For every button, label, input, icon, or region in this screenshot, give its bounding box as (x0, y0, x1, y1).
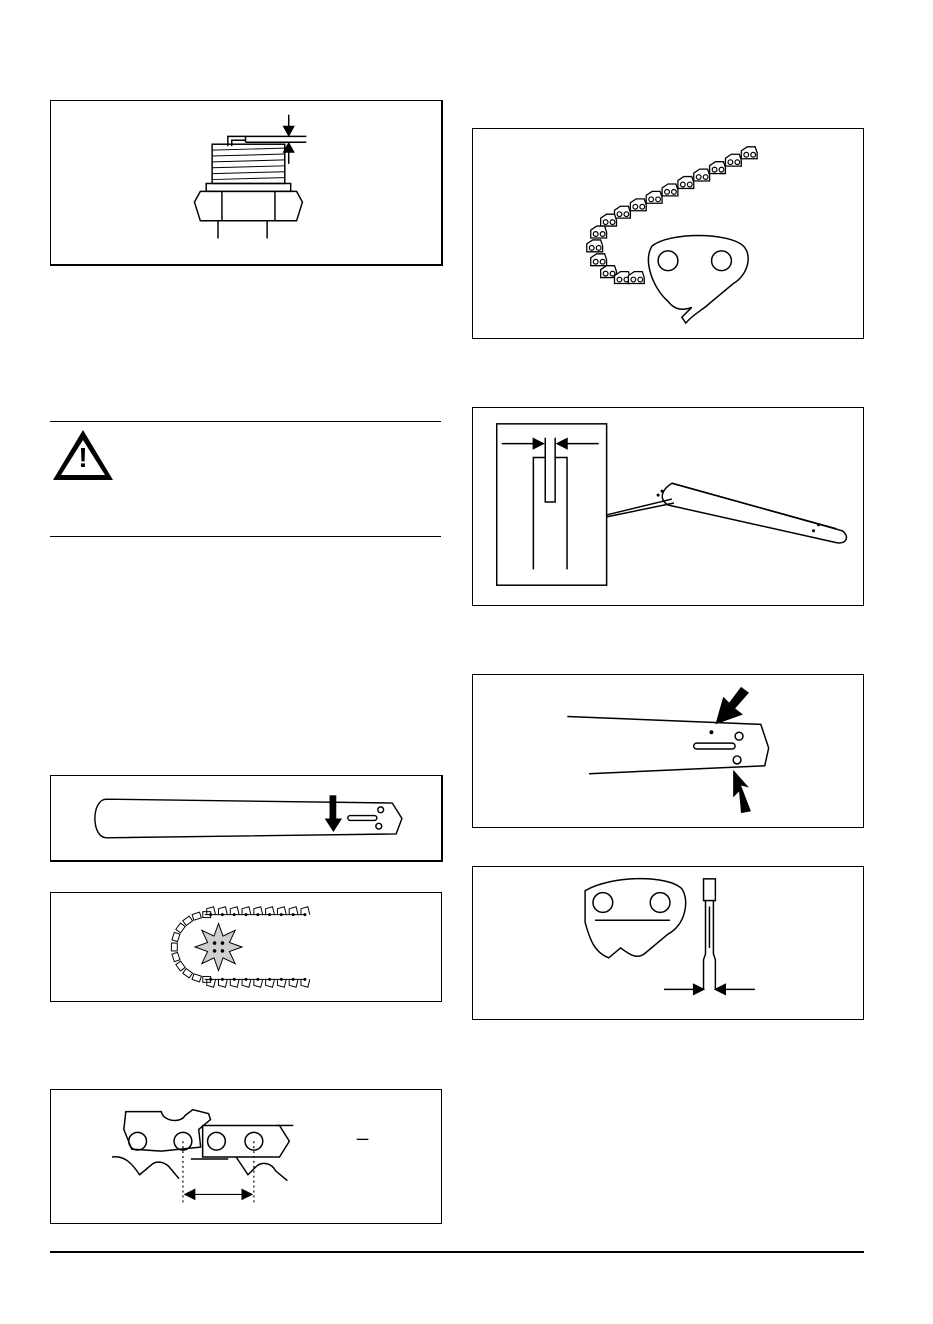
figure-bar-holes (472, 674, 864, 828)
sprocket-illustration (51, 893, 441, 1001)
figure-pitch (50, 1089, 442, 1224)
chain-link (176, 961, 185, 971)
fraction-mark: _ (357, 1119, 369, 1141)
hole-arrow-bottom (733, 770, 751, 813)
chain-link (591, 226, 607, 238)
warning-icon (50, 427, 116, 483)
chain-link (591, 254, 607, 266)
sprocket-star (195, 923, 242, 970)
chain-link (172, 952, 180, 961)
warning-rule-top (50, 421, 441, 422)
spark-plug-illustration (51, 101, 441, 264)
turn-arrow (325, 795, 342, 832)
figure-drive-link-gauge (472, 866, 864, 1020)
groove-width-arrows (502, 439, 599, 449)
bar-turn-illustration (51, 776, 441, 860)
chain-link (183, 969, 193, 978)
chain-link (587, 240, 603, 252)
warning-exclamation: ! (78, 442, 88, 473)
footer-rule (50, 1251, 864, 1253)
groove-width-illustration (473, 408, 863, 605)
thickness-arrows (664, 984, 755, 994)
chain-link (741, 147, 757, 159)
chain-link (628, 272, 644, 284)
chain-link (172, 932, 180, 941)
chain-link (646, 191, 662, 203)
chain-link (630, 199, 646, 211)
chain-link (725, 154, 741, 166)
chain-link (678, 177, 694, 189)
chain-link (601, 214, 617, 226)
figure-bar-turn (50, 775, 443, 862)
chain-link (710, 162, 726, 174)
figure-groove-width (472, 407, 864, 606)
chain-link (176, 923, 185, 933)
pitch-arrow (185, 1190, 252, 1200)
bar-holes-illustration (473, 675, 863, 827)
chain-loop-illustration (473, 129, 863, 338)
chain-link (662, 184, 678, 196)
chain-link (615, 206, 631, 218)
warning-rule-bottom (50, 536, 441, 537)
chain-link (171, 943, 177, 951)
figure-spark-plug (50, 100, 443, 266)
chain-link (192, 974, 201, 982)
chain-link (183, 916, 193, 925)
chain-link (694, 169, 710, 181)
pitch-illustration (51, 1090, 441, 1223)
drive-link-gauge-illustration (473, 867, 863, 1019)
figure-sprocket (50, 892, 442, 1002)
chain-link (192, 912, 201, 920)
figure-chain-loop (472, 128, 864, 339)
hole-arrow-top (715, 687, 749, 725)
gap-arrow-top (284, 115, 294, 136)
